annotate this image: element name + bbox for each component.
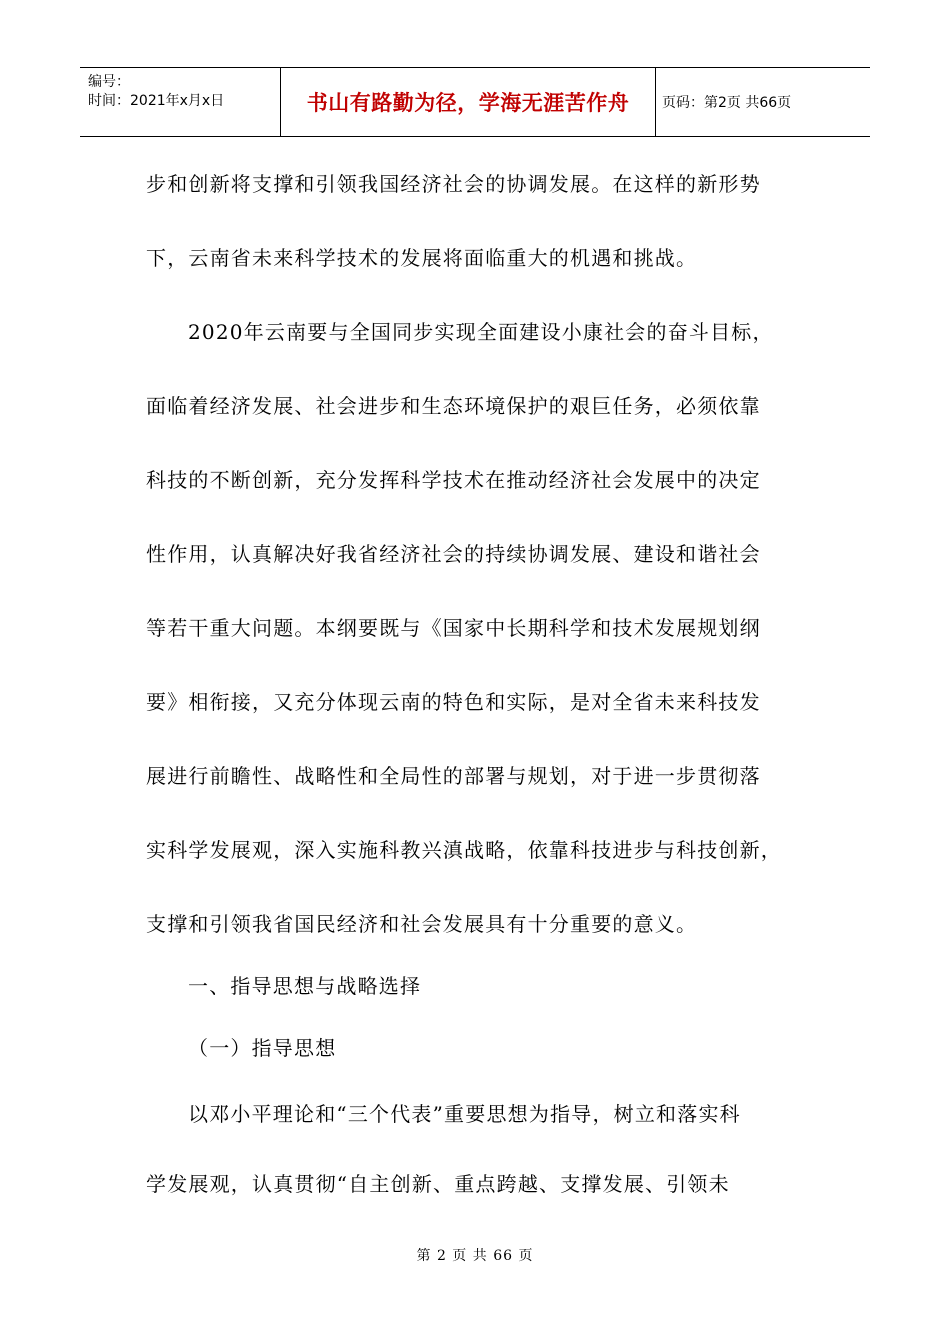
- page-footer: 第 2 页 共 66 页: [416, 1248, 534, 1264]
- header-motto: 书山有路勤为径，学海无涯苦作舟: [280, 68, 656, 136]
- body-line: 步和创新将支撑和引领我国经济社会的协调发展。在这样的新形势: [146, 172, 761, 196]
- body-line: 科技的不断创新，充分发挥科学技术在推动经济社会发展中的决定: [146, 468, 761, 492]
- body-line: 实科学发展观，深入实施科教兴滇战略，依靠科技进步与科技创新，: [146, 838, 782, 862]
- section-heading: 一、指导思想与战略选择: [188, 974, 422, 998]
- body-line: 支撑和引领我省国民经济和社会发展具有十分重要的意义。: [146, 912, 698, 936]
- header-meta: [80, 68, 280, 136]
- time-label: 时间：2021年x月x日: [88, 93, 225, 109]
- header-page-code: 页码：第2页 共66页: [662, 95, 792, 111]
- body-line: 展进行前瞻性、战略性和全局性的部署与规划，对于进一步贯彻落: [146, 764, 761, 788]
- body-line: 面临着经济发展、社会进步和生态环境保护的艰巨任务，必须依靠: [146, 394, 761, 418]
- number-label: 编号：: [88, 74, 130, 90]
- paragraph-start-line: 2020年云南要与全国同步实现全面建设小康社会的奋斗目标，: [188, 320, 774, 344]
- paragraph-start-line: 以邓小平理论和“三个代表”重要思想为指导，树立和落实科: [188, 1102, 741, 1126]
- body-line: 等若干重大问题。本纲要既与《国家中长期科学和技术发展规划纲: [146, 616, 761, 640]
- body-line: 要》相衔接，又充分体现云南的特色和实际，是对全省未来科技发: [146, 690, 761, 714]
- body-line: 下，云南省未来科学技术的发展将面临重大的机遇和挑战。: [146, 246, 698, 270]
- body-line: 性作用，认真解决好我省经济社会的持续协调发展、建设和谐社会: [146, 542, 761, 566]
- subsection-heading: （一）指导思想: [188, 1036, 337, 1060]
- body-line: 学发展观，认真贯彻“自主创新、重点跨越、支撑发展、引领未: [146, 1172, 730, 1196]
- page-header: [80, 67, 870, 137]
